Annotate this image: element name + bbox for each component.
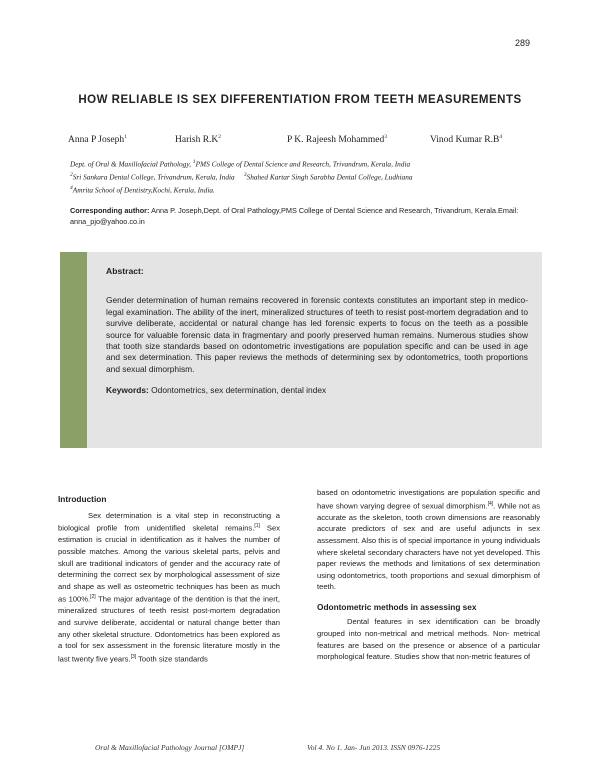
- right-column: [317, 487, 540, 663]
- author-1: Anna P Joseph$^1$: [68, 134, 127, 146]
- corresponding-label: Corresponding author:: [70, 206, 150, 215]
- paper-title: HOW RELIABLE IS SEX DIFFERENTIATION FROM TEETH MEASUREMENTS: [78, 94, 522, 106]
- footer-journal: Oral & Maxillofacial Pathology Journal [OMPJ]: [95, 743, 245, 752]
- corresponding-text: Anna P. Joseph,Dept. of Oral Pathology,PMS College of Dental Science and Research, Trivandrum, Kerala.Email: anna_pjo@yahoo.co.in: [70, 206, 519, 227]
- abstract-box: [60, 252, 542, 448]
- odontometric-paragraph: Dental features in sex identification can be broadly grouped into non-metrical and metrical methods. Non- metrical features are based on the presence or absence of a particular morphological feature. Studies show that non-metric features of: [317, 617, 540, 662]
- intro-paragraph: Sex determination is a vital step in reconstructing a biological profile from unidentified skeletal remains.[1] Sex estimation is crucial in identification as it halves the number of possible matches. Among the various skeletal parts, pelvis and skull are traditional indicators of gender and the accuracy rate of determining the correct sex by morphological assessment of size and shape as well as osteometric techniques has been as much as 100%.[2] The major advantage of the dentition is that the inert, mineralized structures of teeth resist post-mortem degradation and survive deliberate, accidental or natural change better than any other skeletal structure. Odontometrics has been explored as a tool for sex assessment in the forensic literature mostly in the last twenty five years.[3] Tooth size standards: [58, 510, 280, 664]
- introduction-heading: Introduction: [58, 494, 107, 504]
- corresponding-author: [70, 205, 536, 228]
- intro-continuation: based on odontometric investigations are population specific and have shown varying degree of sexual dimorphism.[4]. While not as accurate as the skeleton, tooth crown dimensions are reasonably accurate predictors of sex and are useful adjuncts in sex assessment. Also this is of special importance in young individuals where skeletal secondary characters have not yet developed. This paper reviews the methods and limitations of sex determination using odontometrics, tooth proportions and sexual dimorphism of teeth.: [317, 488, 540, 592]
- abstract-accent-bar: [60, 252, 87, 448]
- left-column: [58, 494, 280, 665]
- affiliations: Dept. of Oral & Maxillofacial Pathology, $^1$PMS College of Dental Science and Research, Trivandrum, Kerala, India $^2$Sri Sankara Dental College, Trivandrum, Kerala, India $^3$Shahed Kartar Singh Sarabha Dental College, Ludhiana $^4$Amrita School of Dentistry,Kochi, Kerala, India.: [70, 159, 413, 195]
- author-3: P K. Rajeesh Mohammed$^3$: [287, 134, 388, 146]
- footer-volume: Vol 4. No 1. Jan- Jun 2013. ISSN 0976-1225: [307, 743, 441, 752]
- odontometric-heading: Odontometric methods in assessing sex: [317, 601, 477, 612]
- author-2: Harish $R.K^2$: [175, 134, 222, 146]
- abstract-heading: Abstract:: [106, 266, 144, 276]
- author-4: Vinod Kumar $R.B^4$: [430, 134, 503, 146]
- abstract-text: Gender determination of human remains recovered in forensic contexts constitutes an important step in medico-legal examination. The ability of the inert, mineralized structures of teeth to resist post-mortem degradation and to survive deliberate, accidental or natural change has led forensic experts to focus on the teeth as a possible source for valuable forensic data in fragmentary and poorly preserved human remains. Numerous studies show that tooth size standards based on odontometric investigations are population specific and can be used in age and sex determination. This paper reviews the methods of determining sex by odontometrics, tooth proportions and sexual dimorphism.: [106, 295, 528, 374]
- page-number: 289: [514, 38, 530, 48]
- keywords: Keywords: Odontometrics, sex determination, dental index: [106, 385, 327, 396]
